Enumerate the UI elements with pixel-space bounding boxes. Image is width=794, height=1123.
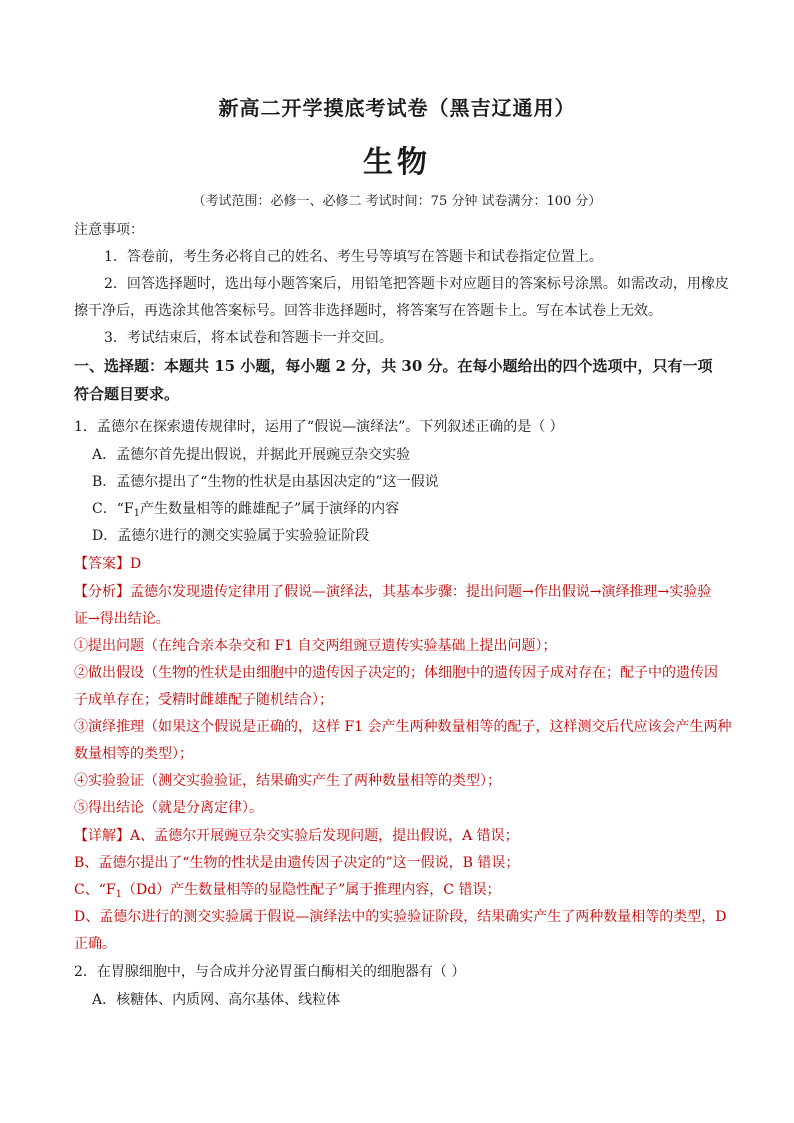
question-1-option-d: D．孟德尔进行的测交实验属于实验验证阶段 bbox=[92, 528, 370, 544]
detail-line-a: 【详解】A、孟德尔开展豌豆杂交实验后发现问题，提出假说，A 错误； bbox=[74, 828, 519, 844]
notice-item-3: 3．考试结束后，将本试卷和答题卡一并交回。 bbox=[104, 330, 393, 346]
analysis-step-3-line-2: 数量相等的类型）； bbox=[74, 746, 193, 762]
question-1-option-b: B．孟德尔提出了“生物的性状是由基因决定的”这一假说 bbox=[92, 474, 439, 490]
question-1-stem: 1．孟德尔在探索遗传规律时，运用了“假说—演绎法”。下列叙述正确的是（ ） bbox=[74, 419, 564, 435]
section-heading-line-1: 一、选择题：本题共 15 小题，每小题 2 分，共 30 分。在每小题给出的四个选项中，只有一项 bbox=[74, 357, 713, 375]
analysis-step-1: ①提出问题（在纯合亲本杂交和 F1 自交两组豌豆遗传实验基础上提出问题）； bbox=[74, 638, 557, 654]
question-1-option-a: A．孟德尔首先提出假说，并据此开展豌豆杂交实验 bbox=[92, 447, 411, 463]
question-2-stem: 2．在胃腺细胞中，与合成并分泌胃蛋白酶相关的细胞器有（ ） bbox=[74, 964, 466, 980]
notice-heading: 注意事项： bbox=[74, 222, 144, 238]
analysis-step-2-line-1: ②做出假设（生物的性状是由细胞中的遗传因子决定的；体细胞中的遗传因子成对存在；配子中的遗传因 bbox=[74, 665, 718, 681]
analysis-step-2-line-2: 子成单存在；受精时雌雄配子随机结合）； bbox=[74, 692, 333, 708]
exam-scope: （考试范围：必修一、必修二 考试时间：75 分钟 试卷满分：100 分） bbox=[192, 194, 602, 209]
answer-value: D bbox=[130, 556, 142, 572]
detail-line-d-1: D、孟德尔进行的测交实验属于假说—演绎法中的实验验证阶段，结果确实产生了两种数量相等的类型，D bbox=[74, 909, 727, 925]
detail-line-c: C、“$F_1(Dd)$产生数量相等的显隐性配子”属于推理内容，C 错误； bbox=[74, 882, 501, 900]
analysis-line-1: 【分析】孟德尔发现遗传定律用了假说—演绎法，其基本步骤：提出问题→作出假说→演绎推理→实验验 bbox=[74, 584, 712, 600]
question-2-option-a: A．核糖体、内质网、高尔基体、线粒体 bbox=[92, 992, 341, 1008]
notice-item-2-line-1: 2．回答选择题时，选出每小题答案后，用铅笔把答题卡对应题目的答案标号涂黑。如需改动，用橡皮 bbox=[104, 276, 729, 292]
analysis-step-3-line-1: ③演绎推理（如果这个假说是正确的，这样 F1 会产生两种数量相等的配子，这样测交后代应该会产生两种 bbox=[74, 719, 732, 735]
section-heading-line-2: 符合题目要求。 bbox=[74, 385, 180, 403]
answer-tag: 【答案】 bbox=[74, 556, 130, 572]
analysis-step-4: ④实验验证（测交实验验证，结果确实产生了两种数量相等的类型）； bbox=[74, 773, 501, 789]
analysis-step-5: ⑤得出结论（就是分离定律）。 bbox=[74, 800, 263, 816]
page-title: 新高二开学摸底考试卷（黑吉辽通用） bbox=[218, 96, 576, 120]
notice-item-1: 1．答卷前，考生务必将自己的姓名、考生号等填写在答题卡和试卷指定位置上。 bbox=[104, 249, 603, 265]
detail-tag: 【详解】 bbox=[74, 828, 130, 844]
analysis-line-2: 证→得出结论。 bbox=[74, 611, 170, 627]
subject-heading: 生物 bbox=[363, 145, 431, 180]
detail-line-b: B、孟德尔提出了“生物的性状是由遗传因子决定的”这一假说，B 错误； bbox=[74, 855, 520, 871]
answer-line bbox=[74, 554, 141, 574]
analysis-tag: 【分析】 bbox=[74, 584, 130, 600]
detail-line-d-2: 正确。 bbox=[74, 936, 116, 952]
notice-item-2-line-2: 擦干净后，再选涂其他答案标号。回答非选择题时，将答案写在答题卡上。写在本试卷上无效。 bbox=[74, 303, 662, 319]
question-1-option-c: C．“$F_1$产生数量相等的雌雄配子”属于演绎的内容 bbox=[92, 501, 400, 519]
